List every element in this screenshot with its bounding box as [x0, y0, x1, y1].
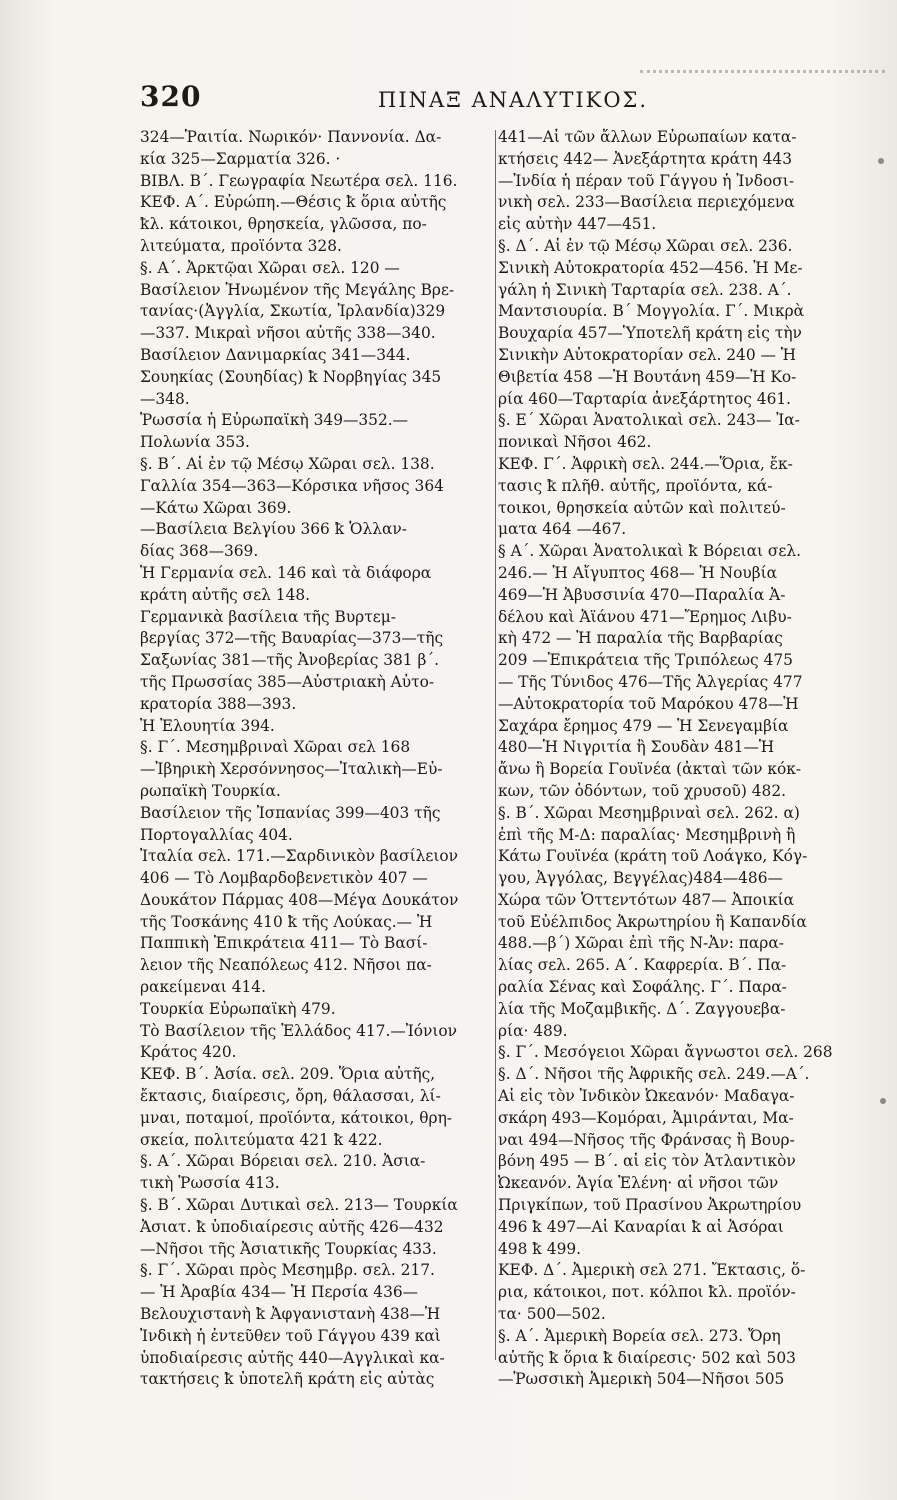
index-line: δίας 368—369.	[140, 542, 259, 561]
index-line: κτήσεις 442— Ἀνεξάρτητα κράτη 443	[498, 149, 793, 168]
running-header	[140, 80, 840, 120]
index-line: σκεία, πολιτεύματα 421 ꝁ 422.	[140, 1130, 383, 1149]
index-line: §. Γ΄. Μεσημβριναὶ Χῶραι σελ 168	[140, 738, 411, 757]
index-line: Ἰνδικὴ ἡ ἐντεῦθεν τοῦ Γάγγου 439 καὶ	[140, 1326, 441, 1345]
index-line: §. Β΄. Χῶραι Δυτικαὶ σελ. 213— Τουρκία	[140, 1196, 458, 1215]
index-line: —Ἰνδία ἡ πέραν τοῦ Γάγγου ἡ Ἰνδοσι-	[498, 171, 795, 190]
index-line: Κράτος 420.	[140, 1043, 237, 1062]
index-line: Ἀσιατ. ꝁ ὑποδιαίρεσις αὐτῆς 426—432	[140, 1217, 444, 1236]
index-line: ματα 464 —467.	[498, 520, 627, 539]
index-line: §. Α΄. Χῶραι Βόρειαι σελ. 210. Ἀσια-	[140, 1152, 426, 1171]
index-line: τῆς Τοσκάνης 410 ꝁ τῆς Λούκας.— Ἡ	[140, 912, 433, 931]
index-line: 498 ꝁ 499.	[498, 1239, 582, 1258]
index-line: Τουρκία Εὐρωπαϊκὴ 479.	[140, 999, 336, 1018]
index-line: 246.— Ἡ Αἴγυπτος 468— Ἡ Νουβία	[498, 563, 778, 582]
page-number: 320	[140, 80, 202, 113]
index-line: ꝁλ. κάτοικοι, θρησκεία, γλῶσσα, πο-	[140, 215, 427, 234]
index-line: Βελουχιστανὴ ꝁ Ἀφγανιστανὴ 438—Ἡ	[140, 1305, 441, 1324]
index-line: 406 — Τὸ Λομβαρδοβενετικὸν 407 —	[140, 869, 428, 888]
index-line: ΚΕΦ. Γ΄. Ἀφρικὴ σελ. 244.—Ὅρια, ἔκ-	[498, 454, 793, 473]
index-line: Χώρα τῶν Ὁττεντότων 487— Ἀποικία	[498, 890, 795, 909]
index-line: ρία· 489.	[498, 1021, 568, 1040]
index-line: —Αὐτοκρατορία τοῦ Μαρόκου 478—Ἡ	[498, 694, 799, 713]
index-line: — Τῆς Τύνιδος 476—Τῆς Ἀλγερίας 477	[498, 672, 803, 691]
index-line: —Βασίλεια Βελγίου 366 ꝁ Ὁλλαν-	[140, 520, 407, 539]
index-line: Ῥωσσία ἡ Εὐρωπαϊκὴ 349—352.—	[140, 411, 409, 430]
index-line: κία 325—Σαρματία 326. ·	[140, 149, 341, 168]
index-line: ἐπὶ τῆς Μ-Δ: παραλίας· Μεσημβρινὴ ἢ	[498, 825, 796, 844]
index-line: Σουηκίας (Σουηδίας) ꝁ Νορβηγίας 345	[140, 367, 442, 386]
margin-mark	[878, 158, 884, 164]
index-line: Δουκάτον Πάρμας 408—Μέγα Δουκάτον	[140, 890, 459, 909]
index-line: ραλία Σένας καὶ Σοφάλης. Γ΄. Παρα-	[498, 978, 787, 997]
index-line: λειον τῆς Νεαπόλεως 412. Νῆσοι πα-	[140, 956, 432, 975]
index-line: Κάτω Γουϊνέα (κράτη τοῦ Λοάγκο, Κόγ-	[498, 847, 808, 866]
index-line: §. Α΄. Ἀμερικὴ Βορεία σελ. 273. Ὄρη	[498, 1326, 781, 1345]
index-line: 496 ꝁ 497—Αἱ Καναρίαι ꝁ αἱ Ἀσόραι	[498, 1217, 784, 1236]
index-line: 469—Ἡ Ἀβυσσινία 470—Παραλία Ἀ-	[498, 585, 786, 604]
column-divider	[495, 130, 496, 1360]
index-line: βεργίας 372—τῆς Βαυαρίας—373—τῆς	[140, 629, 444, 648]
index-line: τῆς Πρωσσίας 385—Αὐστριακὴ Αὐτο-	[140, 672, 435, 691]
index-line: τικὴ Ῥωσσία 413.	[140, 1174, 280, 1193]
index-line: §. Γ΄. Χῶραι πρὸς Μεσημβρ. σελ. 217.	[140, 1261, 435, 1280]
index-line: τανίας·(Ἀγγλία, Σκωτία, Ἰρλανδία)329	[140, 302, 446, 321]
index-line: λιτεύματα, προϊόντα 328.	[140, 236, 342, 255]
index-line: πονικαὶ Νῆσοι 462.	[498, 433, 652, 452]
index-line: ἔκτασις, διαίρεσις, ὄρη, θάλασσαι, λί-	[140, 1087, 441, 1106]
index-line: ρωπαϊκὴ Τουρκία.	[140, 781, 281, 800]
index-line: Ἰταλία σελ. 171.—Σαρδινικὸν βασίλειον	[140, 847, 459, 866]
index-line: —348.	[140, 389, 190, 408]
index-line: 441—Αἱ τῶν ἄλλων Εὐρωπαίων κατα-	[498, 128, 797, 146]
index-line: κρατορία 388—393.	[140, 694, 297, 713]
index-line: κράτη αὐτῆς σελ 148.	[140, 585, 311, 604]
index-line: ΚΕΦ. Δ΄. Ἀμερικὴ σελ 271. Ἔκτασις, ὅ-	[498, 1261, 806, 1280]
index-line: ρακείμεναι 414.	[140, 978, 266, 997]
index-line: ρια, κάτοικοι, ποτ. κόλποι ꝁλ. προϊόν-	[498, 1283, 796, 1302]
index-line: §. Β΄. Χῶραι Μεσημβριναὶ σελ. 262. α)	[498, 803, 800, 822]
index-line: νικὴ σελ. 233—Βασίλεια περιεχόμενα	[498, 193, 795, 212]
index-line: §. Ε΄ Χῶραι Ἀνατολικαὶ σελ. 243— Ἰα-	[498, 411, 800, 430]
index-column-right	[498, 127, 856, 1391]
index-line: βόνη 495 — Β΄. αἱ εἰς τὸν Ἀτλαντικὸν	[498, 1152, 796, 1171]
index-line: Σαξωνίας 381—τῆς Ἀνοβερίας 381 β΄.	[140, 651, 439, 670]
index-line: Ἡ Ἑλουητία 394.	[140, 716, 275, 735]
index-line: Βασίλειον Ἡνωμένον τῆς Μεγάλης Βρε-	[140, 280, 455, 299]
index-line: ΚΕΦ. Β΄. Ἀσία. σελ. 209. Ὅρια αὐτῆς,	[140, 1065, 436, 1084]
index-line: λίας σελ. 265. Α΄. Καφρερία. Β΄. Πα-	[498, 956, 787, 975]
index-line: Βασίλειον Δανιμαρκίας 341—344.	[140, 345, 411, 364]
index-line: Βουχαρία 457—Ὑποτελῆ κράτη εἰς τὴν	[498, 324, 802, 343]
index-line: τα· 500—502.	[498, 1305, 606, 1324]
index-line: ἄνω ἢ Βορεία Γουϊνέα (ἀκταὶ τῶν κόκ-	[498, 760, 802, 779]
index-line: §. Β΄. Αἱ ἐν τῷ Μέσῳ Χῶραι σελ. 138.	[140, 454, 435, 473]
index-line: Σινικὴν Αὐτοκρατορίαν σελ. 240 — Ἡ	[498, 345, 797, 364]
index-line: κὴ 472 — Ἡ παραλία τῆς Βαρβαρίας	[498, 629, 783, 648]
index-line: ὑποδιαίρεσις αὐτῆς 440—Αγγλικαὶ κα-	[140, 1348, 445, 1367]
index-line: Ἡ Γερμανία σελ. 146 καὶ τὰ διάφορα	[140, 563, 432, 582]
index-line: σκάρη 493—Κομόραι, Ἀμιράνται, Μα-	[498, 1108, 794, 1127]
index-line: ρία 460—Ταρταρία ἀνεξάρτητος 461.	[498, 389, 792, 408]
index-line: §. Δ΄. Αἱ ἐν τῷ Μέσῳ Χῶραι σελ. 236.	[498, 236, 793, 255]
index-line: §. Δ΄. Νῆσοι τῆς Ἀφρικῆς σελ. 249.—Α΄.	[498, 1065, 810, 1084]
index-line: Παππικὴ Ἐπικράτεια 411— Τὸ Βασί-	[140, 934, 428, 953]
index-line: δέλου καὶ Ἀϊάνου 471—Ἔρημος Λιβυ-	[498, 607, 792, 626]
index-line: —337. Μικραὶ νῆσοι αὐτῆς 338—340.	[140, 324, 436, 343]
index-line: τοῦ Εὐέλπιδος Ἀκρωτηρίου ἢ Καπανδία	[498, 912, 807, 931]
index-line: γου, Ἀγγόλας, Βεγγέλας)484—486—	[498, 869, 783, 888]
index-line: 488.—β΄) Χῶραι ἐπὶ τῆς Ν-Ἀν: παρα-	[498, 934, 784, 953]
index-line: ΚΕΦ. Α΄. Εὐρώπη.—Θέσις ꝁ ὅρια αὐτῆς	[140, 193, 447, 212]
index-line: —Κάτω Χῶραι 369.	[140, 498, 292, 517]
index-line: Αἱ εἰς τὸν Ἰνδικὸν Ὠκεανόν· Μαδαγα-	[498, 1087, 795, 1106]
index-line: —Ῥωσσικὴ Ἀμερικὴ 504—Νῆσοι 505	[498, 1370, 785, 1389]
index-line: Θιβετία 458 —Ἡ Βουτάνη 459—Ἡ Κο-	[498, 367, 797, 386]
index-line: ΒΙΒΛ. Β΄. Γεωγραφία Νεωτέρα σελ. 116.	[140, 171, 458, 190]
index-line: —Νῆσοι τῆς Ἀσιατικῆς Τουρκίας 433.	[140, 1239, 437, 1258]
index-line: —Ἰβηρικὴ Χερσόννησος—Ἰταλικὴ—Εὐ-	[140, 760, 443, 779]
index-line: Σαχάρα ἔρημος 479 — Ἡ Σενεγαμβία	[498, 716, 789, 735]
index-line: γάλη ἡ Σινικὴ Ταρταρία σελ. 238. Α΄.	[498, 280, 792, 299]
index-line: Πορτογαλλίας 404.	[140, 825, 293, 844]
index-line: 324—Ῥαιτία. Ν̄ωρικόν· Παννονία. Δα-	[140, 128, 442, 146]
index-line: § Α΄. Χῶραι Ἀνατολικαὶ ꝁ Βόρειαι σελ.	[498, 542, 802, 561]
index-column-left	[140, 127, 492, 1391]
index-line: — Ἡ Ἀραβία 434— Ἡ Περσία 436—	[140, 1283, 419, 1302]
index-line: Πριγκίπων, τοῦ Πρασίνου Ἀκρωτηρίου	[498, 1196, 802, 1215]
index-line: §. Γ΄. Μεσόγειοι Χῶραι ἄγνωστοι σελ. 268	[498, 1043, 833, 1062]
index-line: Πολωνία 353.	[140, 433, 250, 452]
index-line: Σινικὴ Αὐτοκρατορία 452—456. Ἡ Με-	[498, 258, 803, 277]
index-line: τοικοι, θρησκεία αὐτῶν καὶ πολιτεύ-	[498, 498, 786, 517]
index-line: §. Α΄. Ἀρκτῷαι Χῶραι σελ. 120 —	[140, 258, 400, 277]
margin-mark	[880, 1098, 886, 1104]
index-line: Τὸ Βασίλειον τῆς Ἑλλάδος 417.—Ἰόνιον	[140, 1021, 458, 1040]
index-line: εἰς αὐτὴν 447—451.	[498, 215, 657, 234]
page-title: ΠΙΝΑΞ ΑΝΑΛΥΤΙΚΟΣ.	[378, 88, 649, 112]
index-line: Γερμανικὰ βασίλεια τῆς Βυρτεμ-	[140, 607, 396, 626]
index-line: Βασίλειον τῆς Ἰσπανίας 399—403 τῆς	[140, 803, 441, 822]
index-line: αὐτῆς ꝁ ὅρια ꝁ διαίρεσις· 502 καὶ 503	[498, 1348, 796, 1367]
index-line: μναι, ποταμοί, προϊόντα, κάτοικοι, θρη-	[140, 1108, 452, 1127]
index-line: Γαλλία 354—363—Κόρσικα νῆσος 364	[140, 476, 444, 495]
index-line: κων, τῶν ὀδόντων, τοῦ χρυσοῦ) 482.	[498, 781, 787, 800]
index-line: λία τῆς Μοζαμβικῆς. Δ΄. Ζαγγουεβα-	[498, 999, 786, 1018]
index-line: Μαντσιουρία. Β΄ Μογγολία. Γ΄. Μικρὰ	[498, 302, 805, 321]
index-line: 209 —Ἐπικράτεια τῆς Τριπόλεως 475	[498, 651, 793, 670]
index-line: ναι 494—Νῆσος τῆς Φράνσας ἢ Βουρ-	[498, 1130, 795, 1149]
index-line: Ὠκεανόν. Ἁγία Ἑλένη· αἱ νῆσοι τῶν	[498, 1174, 779, 1193]
index-line: τασις ꝁ πλῆθ. αὐτῆς, προϊόντα, κά-	[498, 476, 773, 495]
index-line: 480—Ἡ Νιγριτία ἢ Σουδὰν 481—Ἡ	[498, 738, 775, 757]
index-line: τακτήσεις ꝁ ὑποτελῆ κράτη εἰς αὐτὰς	[140, 1370, 435, 1389]
